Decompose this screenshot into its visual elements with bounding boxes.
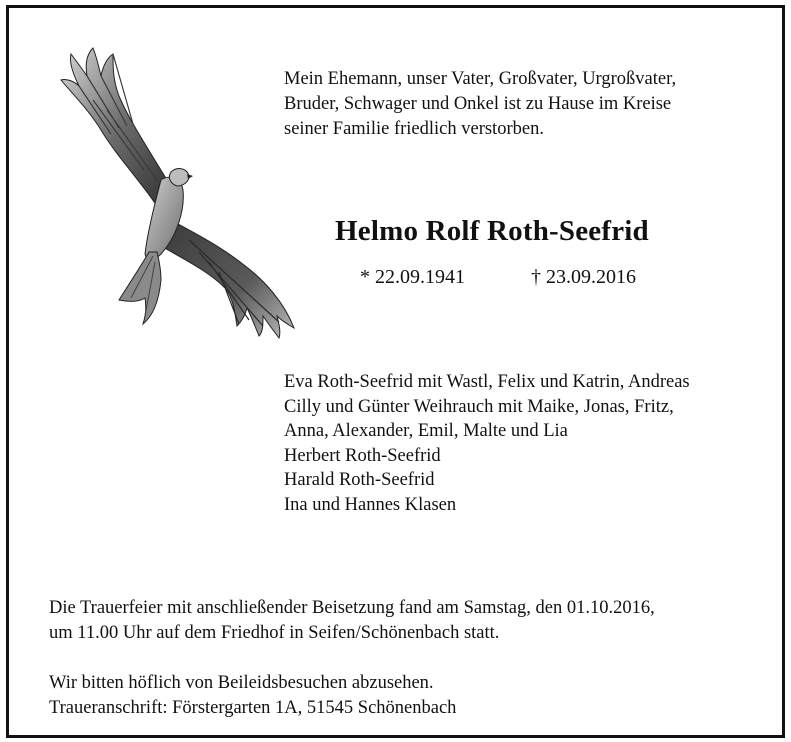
service-notice: [49, 596, 655, 646]
closing-notice: [49, 671, 456, 721]
intro-line: seiner Familie friedlich verstorben.: [284, 119, 544, 139]
deceased-name: Helmo Rolf Roth-Seefrid: [335, 215, 649, 247]
red-kite-bird-icon: [49, 40, 299, 340]
birth-date: * 22.09.1941: [360, 266, 465, 288]
service-line: um 11.00 Uhr auf dem Friedhof in Seifen/Schönenbach statt.: [49, 623, 500, 643]
family-line: Cilly und Günter Weihrauch mit Maike, Jonas, Fritz,: [284, 396, 674, 417]
family-list: [284, 370, 690, 517]
family-line: Eva Roth-Seefrid mit Wastl, Felix und Katrin, Andreas: [284, 372, 690, 392]
obituary-card: [6, 5, 785, 738]
intro-text: [284, 67, 676, 142]
family-line: Ina und Hannes Klasen: [284, 494, 457, 515]
closing-line: Wir bitten höflich von Beileidsbesuchen abzusehen.: [49, 673, 434, 693]
family-line: Anna, Alexander, Emil, Malte und Lia: [284, 421, 568, 441]
death-date: † 23.09.2016: [531, 266, 636, 288]
intro-line: Bruder, Schwager und Onkel ist zu Hause im Kreise: [284, 94, 672, 114]
intro-line: Mein Ehemann, unser Vater, Großvater, Urgroßvater,: [284, 69, 677, 89]
mourning-address: Traueranschrift: Förstergarten 1A, 51545 Schönenbach: [49, 698, 457, 718]
family-line: Harald Roth-Seefrid: [284, 470, 435, 490]
family-line: Herbert Roth-Seefrid: [284, 445, 441, 466]
service-line: Die Trauerfeier mit anschließender Beisetzung fand am Samstag, den 01.10.2016,: [49, 598, 655, 618]
